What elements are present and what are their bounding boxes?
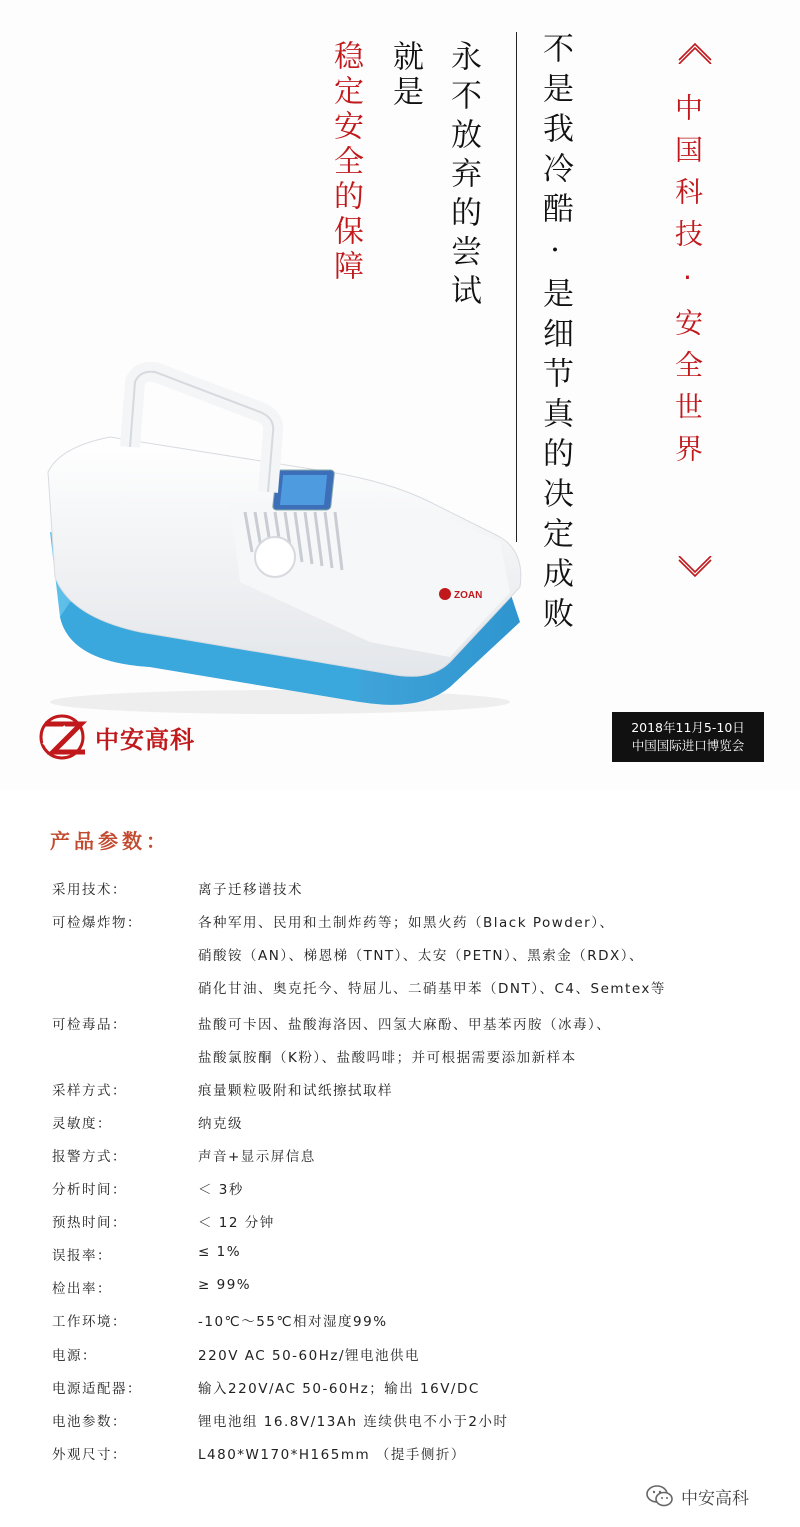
spec-label: 电源适配器：: [52, 1381, 142, 1397]
event-date: 2018年11月5-10日: [631, 720, 745, 735]
double-chevron-up-icon: [675, 38, 715, 64]
spec-row: [0, 1112, 800, 1144]
spec-label: 分析时间：: [52, 1182, 127, 1198]
spec-row: [0, 878, 800, 910]
spec-value: ＜ 3秒: [198, 1182, 244, 1198]
slogan-text: 中国科技·安全世界: [671, 93, 704, 476]
wechat-watermark: [645, 1483, 749, 1509]
device-brand-label: ZOAN: [454, 590, 483, 601]
spec-label: 可检毒品：: [52, 1017, 127, 1033]
spec-row-continued: [0, 977, 800, 1009]
spec-label: 电池参数：: [52, 1414, 127, 1430]
params-title: 产品参数：: [50, 829, 170, 853]
vertical-text-yong: 永不放弃的尝试: [445, 40, 481, 313]
spec-value: 离子迁移谱技术: [198, 882, 303, 898]
vertical-text-jiu: 就是: [387, 40, 423, 110]
spec-label: 采样方式：: [52, 1083, 127, 1099]
spec-value: 硝酸铵（AN）、梯恩梯（TNT）、太安（PETN）、黑索金（RDX）、: [198, 948, 644, 964]
spec-row: [0, 1277, 800, 1309]
spec-row: [0, 1013, 800, 1045]
brand-name: 中安高科: [95, 725, 195, 754]
spec-row: [0, 1211, 800, 1243]
spec-label: 灵敏度：: [52, 1116, 112, 1132]
spec-label: 可检爆炸物：: [52, 915, 142, 931]
explosive-detector-device: [30, 362, 530, 722]
spec-label: 外观尺寸：: [52, 1447, 127, 1463]
spec-value: 220V AC 50-60Hz/锂电池供电: [198, 1348, 421, 1364]
vertical-text-red: 稳定安全的保障: [328, 40, 363, 285]
spec-row-continued: [0, 1046, 800, 1078]
spec-value: 各种军用、民用和土制炸药等；如黑火药（Black Powder）、: [198, 915, 615, 931]
event-info-box: [612, 712, 764, 762]
spec-value: 盐酸氯胺酮（K粉）、盐酸吗啡；并可根据需要添加新样本: [198, 1050, 577, 1066]
spec-value: ≤ 1%: [198, 1244, 242, 1260]
spec-row: [0, 1244, 800, 1276]
spec-label: 工作环境：: [52, 1314, 127, 1330]
spec-label: 检出率：: [52, 1281, 112, 1297]
spec-row: [0, 1310, 800, 1342]
spec-value: ＜ 12 分钟: [198, 1215, 275, 1231]
spec-label: 误报率：: [52, 1248, 112, 1264]
spec-value: 盐酸可卡因、盐酸海洛因、四氢大麻酚、甲基苯丙胺（冰毒）、: [198, 1017, 612, 1033]
wechat-icon: [645, 1483, 675, 1509]
spec-row: [0, 1079, 800, 1111]
spec-value: -10℃～55℃相对湿度99%: [198, 1314, 388, 1330]
spec-row: [0, 1178, 800, 1210]
brand-logo: [35, 712, 195, 762]
spec-row: [0, 1443, 800, 1475]
spec-value: 输入220V/AC 50-60Hz；输出 16V/DC: [198, 1381, 480, 1397]
double-chevron-down-icon: [675, 556, 715, 582]
zoan-logo-icon: [35, 714, 93, 760]
spec-label: 报警方式：: [52, 1149, 127, 1165]
wechat-account-name: 中安高科: [681, 1488, 749, 1509]
spec-label: 采用技术：: [52, 882, 127, 898]
spec-row: [0, 1410, 800, 1442]
spec-label: 预热时间：: [52, 1215, 127, 1231]
spec-row: [0, 1145, 800, 1177]
spec-value: 硝化甘油、奥克托今、特屈儿、二硝基甲苯（DNT）、C4、Semtex等: [198, 981, 666, 997]
vertical-text-bu: 不是我冷酷·是细节真的决定成败: [537, 32, 573, 637]
spec-row: [0, 1344, 800, 1376]
spec-value: 纳克级: [198, 1116, 243, 1132]
spec-value: L480*W170*H165mm （提手侧折）: [198, 1447, 466, 1463]
spec-value: ≥ 99%: [198, 1277, 252, 1293]
slogan: [660, 38, 730, 578]
spec-label: 电源：: [52, 1348, 97, 1364]
spec-value: 声音+显示屏信息: [198, 1149, 316, 1165]
spec-value: 锂电池组 16.8V/13Ah 连续供电不小于2小时: [198, 1414, 509, 1430]
spec-row-continued: [0, 944, 800, 976]
spec-row: [0, 911, 800, 943]
spec-row: [0, 1377, 800, 1409]
spec-value: 痕量颗粒吸附和试纸擦拭取样: [198, 1083, 393, 1099]
event-name: 中国国际进口博览会: [631, 738, 745, 753]
